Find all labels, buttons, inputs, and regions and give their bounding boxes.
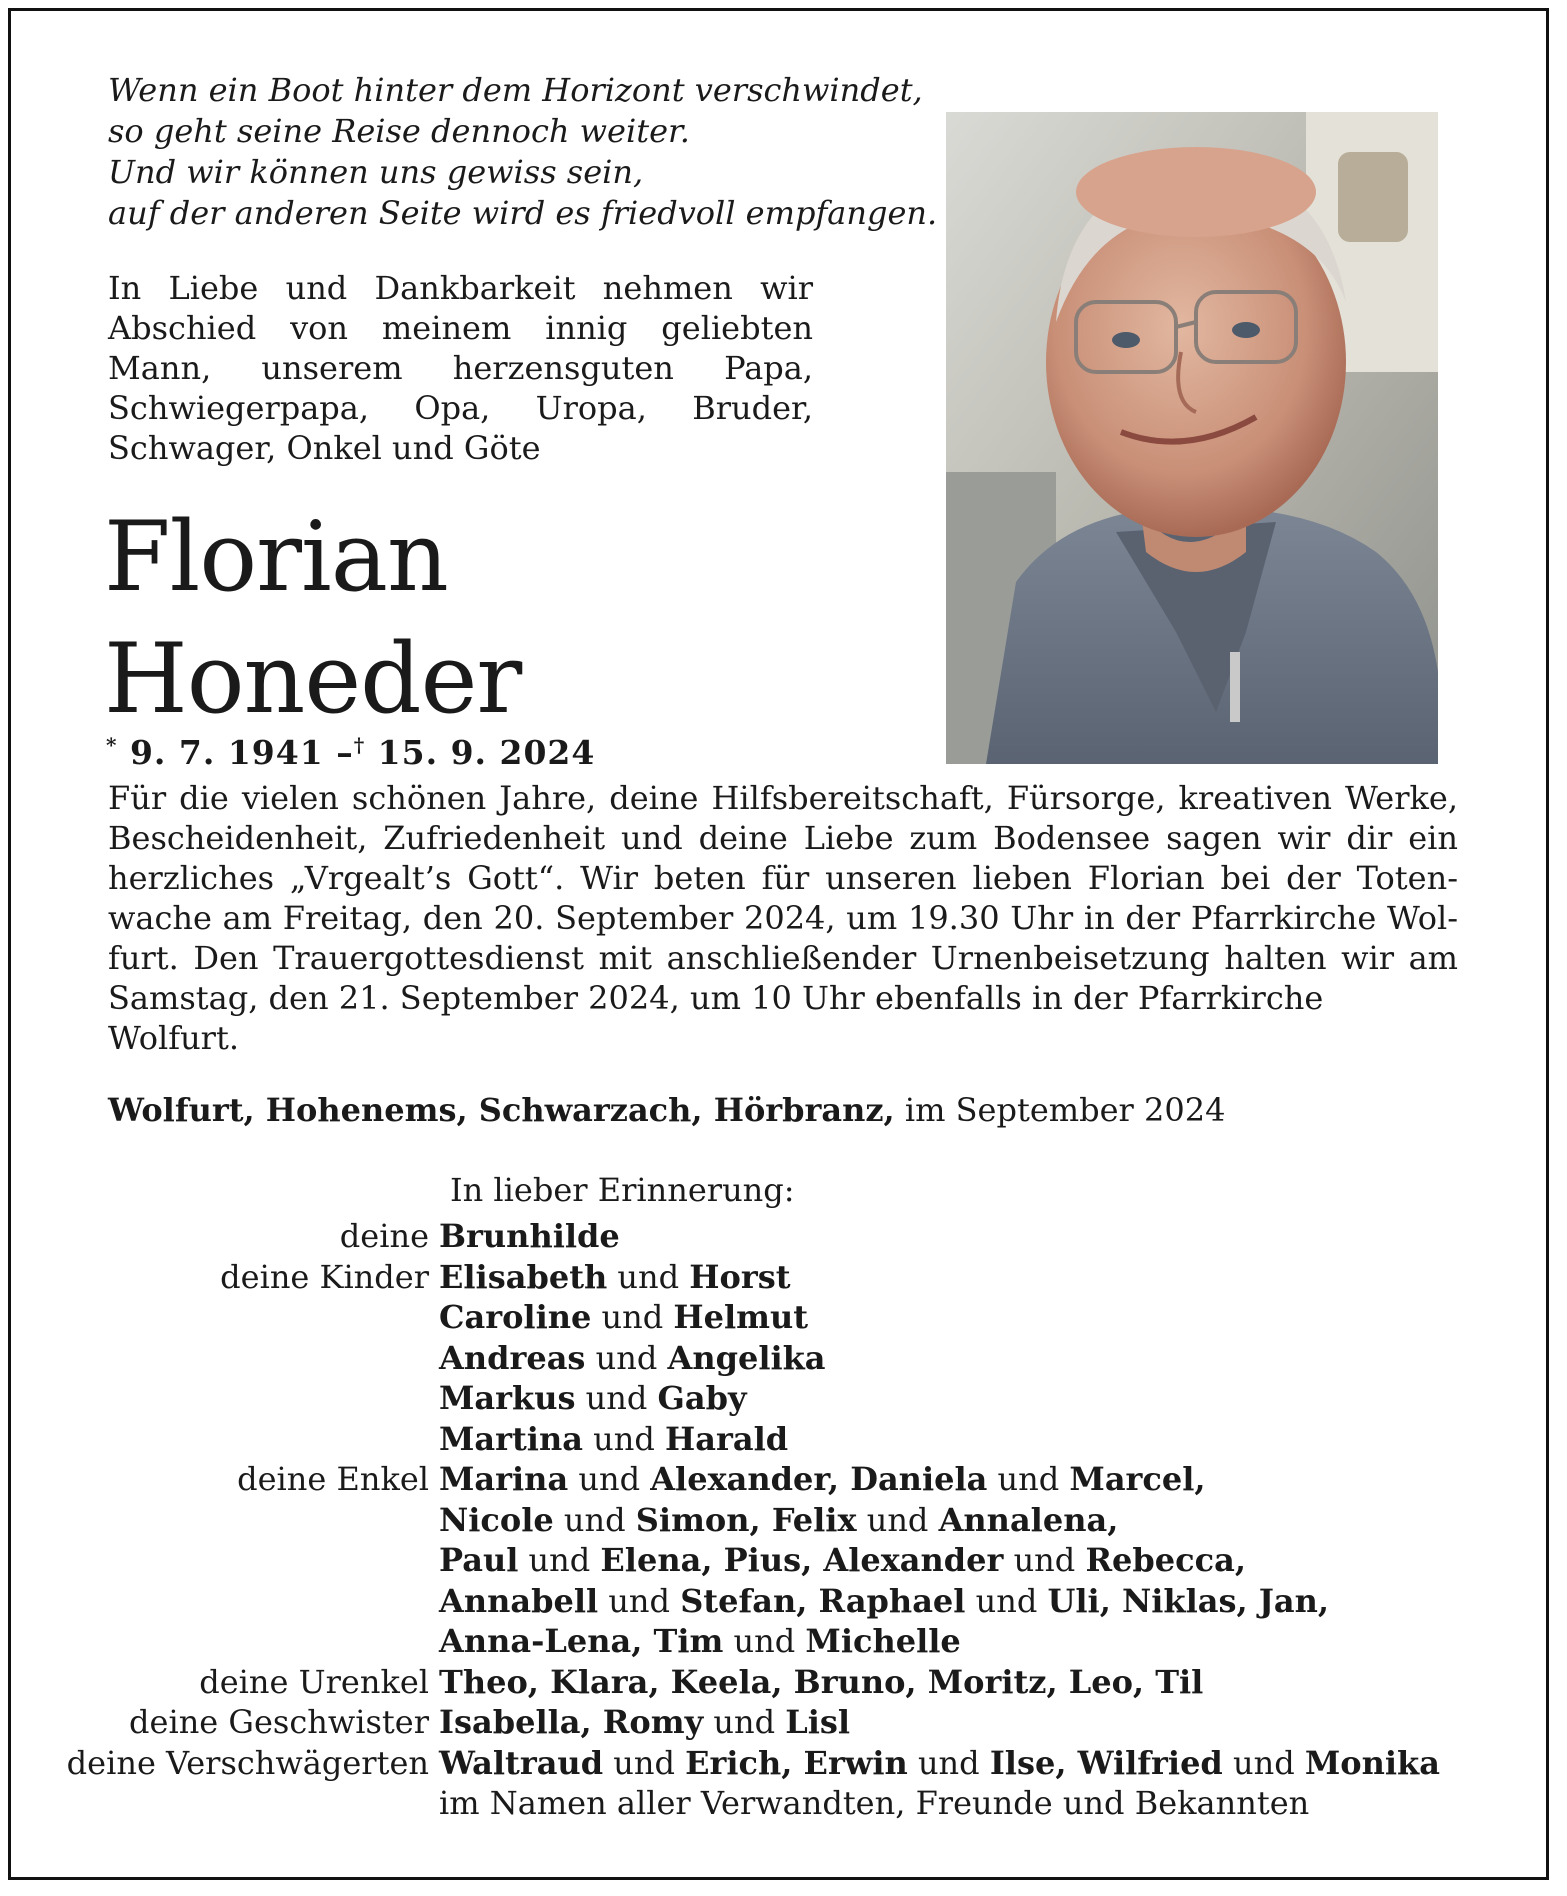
mourner-name: Angelika (667, 1338, 826, 1377)
connector-text: und (856, 1500, 939, 1539)
body-line: Für die vielen schönen Jahre, deine Hilfsbereitschaft, Fürsorge, kreativen Werke, (108, 779, 1458, 817)
mourner-name: Ilse, Wilfried (989, 1743, 1223, 1782)
poem-line: Und wir können uns gewiss sein, (108, 153, 644, 191)
mourner-row (20, 1662, 1550, 1703)
memory-heading: In lieber Erinnerung: (450, 1171, 795, 1209)
connector-text: und (591, 1298, 674, 1336)
mourner-names (439, 1702, 1550, 1743)
mourner-row (20, 1621, 1550, 1662)
mourner-name: Brunhilde (439, 1217, 620, 1255)
last-name: Honeder (104, 623, 522, 735)
poem-line: Wenn ein Boot hinter dem Horizont verschwindet, (108, 71, 923, 109)
connector-text: und (575, 1379, 658, 1417)
death-symbol: † (353, 733, 366, 757)
mourner-name: Michelle (805, 1622, 961, 1660)
connector-text: und (568, 1460, 651, 1498)
connector-text: und (598, 1581, 681, 1620)
mourner-row (20, 1297, 1550, 1338)
body-line: furt. Den Trauergottesdienst mit anschließender Urnenbeisetzung halten wir am (108, 939, 1458, 977)
intro-line: In Liebe und Dankbarkeit nehmen wir (108, 269, 813, 307)
mourner-name: Waltraud (439, 1743, 604, 1782)
mourner-relation (20, 1297, 439, 1338)
body-line: wache am Freitag, den 20. September 2024, um 19.30 Uhr in der Pfarrkirche Wol- (108, 899, 1458, 937)
mourner-name: Lisl (785, 1703, 851, 1741)
places-date: im September 2024 (894, 1091, 1226, 1129)
mourner-name: Isabella, Romy (439, 1703, 704, 1741)
mourner-name: Marcel, (1069, 1460, 1206, 1498)
mourner-row (20, 1459, 1550, 1500)
mourner-names (439, 1419, 1550, 1460)
mourner-name: Horst (689, 1257, 791, 1296)
mourner-names (439, 1297, 1550, 1338)
mourner-names (439, 1743, 1550, 1784)
mourner-relation: deine (339, 1217, 429, 1255)
connector-text: im Namen aller Verwandten, Freunde und Bekannten (439, 1784, 1310, 1822)
connector-text: und (1222, 1743, 1305, 1782)
mourner-name: Caroline (439, 1298, 592, 1336)
mourner-relation: deine Enkel (237, 1460, 429, 1498)
mourner-name: Paul (439, 1541, 519, 1579)
mourner-relation (20, 1338, 439, 1379)
mourner-name: Helmut (673, 1298, 809, 1336)
mourner-name: Markus (439, 1379, 576, 1417)
mourner-names (439, 1216, 1550, 1257)
mourner-row (20, 1500, 1550, 1541)
mourner-name: Rebecca, (1085, 1541, 1246, 1579)
mourner-relation (20, 1621, 439, 1662)
mourner-names (439, 1581, 1550, 1622)
mourner-names (439, 1257, 1550, 1298)
mourner-row (20, 1338, 1550, 1379)
mourner-name: Monika (1304, 1743, 1440, 1782)
poem (108, 70, 938, 234)
mourner-names (439, 1662, 1550, 1703)
mourner-name: Annabell (439, 1581, 599, 1620)
connector-text: und (582, 1419, 665, 1458)
mourner-row (20, 1783, 1550, 1824)
mourner-name: Martina (439, 1419, 583, 1458)
mourner-name: Marina (439, 1460, 569, 1498)
body-text (108, 778, 1458, 1058)
mourner-names (439, 1540, 1550, 1581)
mourner-name: Elisabeth (439, 1257, 608, 1296)
mourner-names (439, 1783, 1550, 1824)
mourner-relation (20, 1378, 439, 1419)
life-dates (106, 733, 595, 772)
body-line: Samstag, den 21. September 2024, um 10 Uhr ebenfalls in der Pfarrkirche Wolfurt. (108, 979, 1324, 1057)
mourner-names (439, 1459, 1550, 1500)
mourner-row (20, 1743, 1550, 1784)
connector-text: und (965, 1581, 1048, 1620)
birth-date: 9. 7. 1941 (129, 733, 324, 772)
mourner-name: Andreas (439, 1338, 586, 1377)
mourner-names (439, 1500, 1550, 1541)
mourner-names (439, 1338, 1550, 1379)
connector-text: und (553, 1500, 636, 1539)
mourner-row (20, 1419, 1550, 1460)
mourner-row (20, 1581, 1550, 1622)
mourner-row (20, 1216, 1550, 1257)
mourner-row (20, 1257, 1550, 1298)
connector-text: und (703, 1703, 786, 1741)
mourners-list (20, 1216, 1550, 1824)
connector-text: und (907, 1743, 990, 1782)
mourner-relation: deine Verschwägerten (66, 1743, 429, 1782)
intro-line: Abschied von meinem innig geliebten (108, 309, 813, 347)
connector-text: und (603, 1743, 686, 1782)
mourner-name: Elena, Pius, Alexander (600, 1541, 1004, 1579)
mourner-row (20, 1378, 1550, 1419)
mourner-name: Uli, Niklas, Jan, (1047, 1581, 1330, 1620)
mourner-name: Theo, Klara, Keela, Bruno, Moritz, Leo, Til (439, 1662, 1204, 1701)
mourner-relation: deine Geschwister (129, 1703, 429, 1741)
mourner-relation: deine Kinder (220, 1257, 429, 1296)
portrait-photo (946, 112, 1438, 764)
connector-text: und (723, 1622, 806, 1660)
body-line: Bescheidenheit, Zufriedenheit und deine Liebe zum Bodensee sagen wir dir ein (108, 819, 1458, 857)
mourner-row (20, 1540, 1550, 1581)
first-name: Florian (104, 501, 448, 613)
birth-symbol: * (106, 733, 118, 757)
connector-text: und (987, 1460, 1070, 1498)
mourner-relation (20, 1540, 439, 1581)
mourner-name: Alexander, Daniela (650, 1460, 988, 1498)
mourner-row (20, 1702, 1550, 1743)
mourner-relation (20, 1500, 439, 1541)
poem-line: so geht seine Reise dennoch weiter. (108, 112, 690, 150)
mourner-name: Stefan, Raphael (680, 1581, 966, 1620)
intro-line: Mann, unserem herzensguten Papa, (108, 349, 813, 387)
mourner-name: Erich, Erwin (685, 1743, 908, 1782)
date-separator: – (336, 733, 354, 772)
intro-line: Schwiegerpapa, Opa, Uropa, Bruder, (108, 389, 813, 427)
mourner-name: Gaby (657, 1379, 747, 1417)
intro-line: Schwager, Onkel und Göte (108, 429, 541, 467)
mourner-name: Anna-Lena, Tim (439, 1622, 724, 1660)
mourner-names (439, 1378, 1550, 1419)
body-line: herzliches „Vrgealt’s Gott“. Wir beten für unseren lieben Florian bei der Toten- (108, 859, 1458, 897)
places-line (108, 1090, 1225, 1130)
connector-text: und (1003, 1541, 1086, 1579)
connector-text: und (585, 1338, 668, 1377)
places-names: Wolfurt, Hohenems, Schwarzach, Hörbranz, (108, 1091, 895, 1129)
mourner-name: Nicole (439, 1500, 554, 1539)
intro-text (108, 268, 813, 468)
mourner-relation (20, 1783, 439, 1824)
mourner-name: Harald (665, 1419, 789, 1458)
mourner-name: Annalena, (938, 1500, 1119, 1539)
mourner-relation: deine Urenkel (199, 1662, 429, 1701)
mourner-names (439, 1621, 1550, 1662)
death-date: 15. 9. 2024 (377, 733, 596, 772)
deceased-name (104, 496, 521, 740)
connector-text: und (518, 1541, 601, 1579)
poem-line: auf der anderen Seite wird es friedvoll empfangen. (108, 194, 938, 232)
mourner-relation (20, 1419, 439, 1460)
mourner-relation (20, 1581, 439, 1622)
connector-text: und (607, 1257, 690, 1296)
mourner-name: Simon, Felix (635, 1500, 857, 1539)
